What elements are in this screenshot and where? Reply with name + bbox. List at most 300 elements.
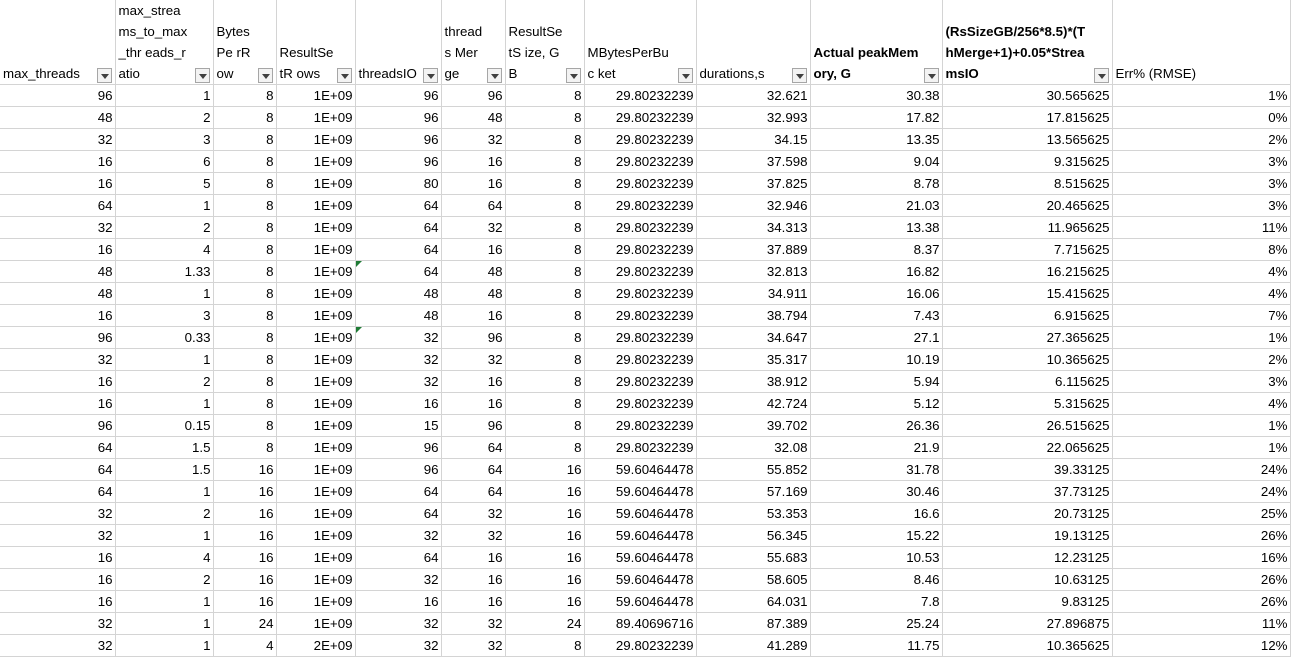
cell[interactable]: 48	[0, 107, 115, 129]
cell[interactable]: 16	[0, 569, 115, 591]
cell[interactable]: 16	[213, 481, 276, 503]
cell[interactable]: 1E+09	[276, 283, 355, 305]
cell[interactable]: 64	[355, 261, 441, 283]
filter-dropdown-icon[interactable]	[1094, 68, 1109, 83]
cell[interactable]: 16	[355, 393, 441, 415]
cell[interactable]: 55.852	[696, 459, 810, 481]
cell[interactable]: 21.03	[810, 195, 942, 217]
cell[interactable]: 1	[115, 635, 213, 657]
cell[interactable]: 64	[441, 481, 505, 503]
cell[interactable]: 29.80232239	[584, 305, 696, 327]
cell[interactable]: 64	[355, 217, 441, 239]
filter-dropdown-icon[interactable]	[97, 68, 112, 83]
cell[interactable]: 24%	[1112, 459, 1290, 481]
cell[interactable]: 8	[213, 129, 276, 151]
cell[interactable]: 29.80232239	[584, 393, 696, 415]
cell[interactable]: 24%	[1112, 481, 1290, 503]
cell[interactable]: 48	[355, 305, 441, 327]
cell[interactable]: 32	[355, 525, 441, 547]
cell[interactable]: 16.215625	[942, 261, 1112, 283]
cell[interactable]: 1	[115, 591, 213, 613]
cell[interactable]: 1E+09	[276, 239, 355, 261]
cell[interactable]: 1E+09	[276, 151, 355, 173]
cell[interactable]: 29.80232239	[584, 283, 696, 305]
cell[interactable]: 29.80232239	[584, 635, 696, 657]
filter-dropdown-icon[interactable]	[792, 68, 807, 83]
cell[interactable]: 29.80232239	[584, 173, 696, 195]
cell[interactable]: 11%	[1112, 217, 1290, 239]
cell[interactable]: 32	[0, 635, 115, 657]
cell[interactable]: 64	[441, 459, 505, 481]
cell[interactable]: 32	[355, 371, 441, 393]
cell[interactable]: 9.315625	[942, 151, 1112, 173]
cell[interactable]: 38.912	[696, 371, 810, 393]
cell[interactable]: 1.5	[115, 437, 213, 459]
filter-dropdown-icon[interactable]	[337, 68, 352, 83]
cell[interactable]: 1E+09	[276, 591, 355, 613]
cell[interactable]: 9.04	[810, 151, 942, 173]
cell[interactable]: 10.53	[810, 547, 942, 569]
cell[interactable]: 3%	[1112, 371, 1290, 393]
cell[interactable]: 10.365625	[942, 349, 1112, 371]
cell[interactable]: 10.365625	[942, 635, 1112, 657]
cell[interactable]: 4%	[1112, 393, 1290, 415]
cell[interactable]: 3	[115, 129, 213, 151]
cell[interactable]: 34.313	[696, 217, 810, 239]
cell[interactable]: 0.15	[115, 415, 213, 437]
cell[interactable]: 4	[115, 239, 213, 261]
cell[interactable]: 2E+09	[276, 635, 355, 657]
cell[interactable]: 1E+09	[276, 107, 355, 129]
cell[interactable]: 2	[115, 217, 213, 239]
cell[interactable]: 8	[213, 437, 276, 459]
cell[interactable]: 7%	[1112, 305, 1290, 327]
cell[interactable]: 59.60464478	[584, 547, 696, 569]
cell[interactable]: 2%	[1112, 349, 1290, 371]
cell[interactable]: 64	[0, 481, 115, 503]
cell[interactable]: 32.813	[696, 261, 810, 283]
cell[interactable]: 16	[0, 173, 115, 195]
cell[interactable]: 29.80232239	[584, 85, 696, 107]
cell[interactable]: 48	[355, 283, 441, 305]
cell[interactable]: 8	[505, 415, 584, 437]
cell[interactable]: 38.794	[696, 305, 810, 327]
cell[interactable]: 13.38	[810, 217, 942, 239]
cell[interactable]: 17.82	[810, 107, 942, 129]
cell[interactable]: 1E+09	[276, 371, 355, 393]
cell[interactable]: 16	[441, 547, 505, 569]
cell[interactable]: 96	[441, 327, 505, 349]
cell[interactable]: 1E+09	[276, 129, 355, 151]
cell[interactable]: 0%	[1112, 107, 1290, 129]
cell[interactable]: 8	[505, 305, 584, 327]
cell[interactable]: 29.80232239	[584, 371, 696, 393]
cell[interactable]: 16	[505, 503, 584, 525]
cell[interactable]: 26.515625	[942, 415, 1112, 437]
cell[interactable]: 32	[0, 503, 115, 525]
cell[interactable]: 37.825	[696, 173, 810, 195]
cell[interactable]: 29.80232239	[584, 261, 696, 283]
cell[interactable]: 64	[355, 547, 441, 569]
cell[interactable]: 16	[0, 591, 115, 613]
cell[interactable]: 27.1	[810, 327, 942, 349]
filter-dropdown-icon[interactable]	[487, 68, 502, 83]
cell[interactable]: 32	[355, 569, 441, 591]
cell[interactable]: 1E+09	[276, 327, 355, 349]
cell[interactable]: 26.36	[810, 415, 942, 437]
cell[interactable]: 87.389	[696, 613, 810, 635]
cell[interactable]: 89.40696716	[584, 613, 696, 635]
cell[interactable]: 8	[213, 349, 276, 371]
cell[interactable]: 10.63125	[942, 569, 1112, 591]
cell[interactable]: 16	[0, 371, 115, 393]
cell[interactable]: 64	[0, 195, 115, 217]
cell[interactable]: 48	[441, 283, 505, 305]
cell[interactable]: 8	[505, 151, 584, 173]
cell[interactable]: 1E+09	[276, 459, 355, 481]
cell[interactable]: 37.598	[696, 151, 810, 173]
cell[interactable]: 2	[115, 503, 213, 525]
cell[interactable]: 59.60464478	[584, 459, 696, 481]
cell[interactable]: 39.702	[696, 415, 810, 437]
cell[interactable]: 1E+09	[276, 437, 355, 459]
cell[interactable]: 30.46	[810, 481, 942, 503]
cell[interactable]: 64	[355, 481, 441, 503]
cell[interactable]: 16	[0, 151, 115, 173]
cell[interactable]: 1E+09	[276, 503, 355, 525]
column-header[interactable]	[696, 0, 810, 85]
cell[interactable]: 16	[505, 591, 584, 613]
cell[interactable]: 7.43	[810, 305, 942, 327]
cell[interactable]: 29.80232239	[584, 107, 696, 129]
cell[interactable]: 8	[213, 415, 276, 437]
cell[interactable]: 16	[213, 459, 276, 481]
cell[interactable]: 96	[441, 85, 505, 107]
cell[interactable]: 11.75	[810, 635, 942, 657]
cell[interactable]: 64	[0, 437, 115, 459]
cell[interactable]: 64	[355, 503, 441, 525]
cell[interactable]: 11.965625	[942, 217, 1112, 239]
filter-dropdown-icon[interactable]	[924, 68, 939, 83]
cell[interactable]: 6	[115, 151, 213, 173]
cell[interactable]: 30.38	[810, 85, 942, 107]
cell[interactable]: 58.605	[696, 569, 810, 591]
cell[interactable]: 8	[213, 239, 276, 261]
cell[interactable]: 29.80232239	[584, 151, 696, 173]
cell[interactable]: 1E+09	[276, 525, 355, 547]
cell[interactable]: 1.5	[115, 459, 213, 481]
cell[interactable]: 8	[505, 239, 584, 261]
cell[interactable]: 16	[0, 547, 115, 569]
cell[interactable]: 56.345	[696, 525, 810, 547]
column-header[interactable]	[441, 0, 505, 85]
cell[interactable]: 48	[0, 283, 115, 305]
cell[interactable]: 8	[505, 129, 584, 151]
cell[interactable]: 64	[0, 459, 115, 481]
cell[interactable]: 8%	[1112, 239, 1290, 261]
cell[interactable]: 29.80232239	[584, 239, 696, 261]
cell[interactable]: 16%	[1112, 547, 1290, 569]
cell[interactable]: 96	[355, 437, 441, 459]
cell[interactable]: 25%	[1112, 503, 1290, 525]
cell[interactable]: 1E+09	[276, 85, 355, 107]
cell[interactable]: 17.815625	[942, 107, 1112, 129]
cell[interactable]: 64	[355, 239, 441, 261]
cell[interactable]: 8	[505, 393, 584, 415]
cell[interactable]: 32.621	[696, 85, 810, 107]
cell[interactable]: 19.13125	[942, 525, 1112, 547]
cell[interactable]: 32	[0, 129, 115, 151]
cell[interactable]: 20.465625	[942, 195, 1112, 217]
cell[interactable]: 1	[115, 195, 213, 217]
cell[interactable]: 27.365625	[942, 327, 1112, 349]
cell[interactable]: 2	[115, 371, 213, 393]
error-indicator-icon[interactable]	[356, 261, 362, 267]
cell[interactable]: 7.8	[810, 591, 942, 613]
cell[interactable]: 1.33	[115, 261, 213, 283]
cell[interactable]: 16	[505, 481, 584, 503]
cell[interactable]: 1E+09	[276, 415, 355, 437]
cell[interactable]: 96	[441, 415, 505, 437]
cell[interactable]: 41.289	[696, 635, 810, 657]
cell[interactable]: 29.80232239	[584, 437, 696, 459]
cell[interactable]: 32.946	[696, 195, 810, 217]
cell[interactable]: 35.317	[696, 349, 810, 371]
cell[interactable]: 16.6	[810, 503, 942, 525]
cell[interactable]: 3%	[1112, 151, 1290, 173]
cell[interactable]: 32	[355, 613, 441, 635]
cell[interactable]: 8	[505, 371, 584, 393]
cell[interactable]: 64	[441, 195, 505, 217]
cell[interactable]: 8	[213, 173, 276, 195]
cell[interactable]: 26%	[1112, 591, 1290, 613]
cell[interactable]: 16	[441, 151, 505, 173]
cell[interactable]: 1E+09	[276, 481, 355, 503]
cell[interactable]: 32	[355, 635, 441, 657]
cell[interactable]: 8	[505, 261, 584, 283]
cell[interactable]: 8.46	[810, 569, 942, 591]
cell[interactable]: 1E+09	[276, 195, 355, 217]
cell[interactable]: 8	[213, 327, 276, 349]
cell[interactable]: 9.83125	[942, 591, 1112, 613]
cell[interactable]: 1%	[1112, 437, 1290, 459]
cell[interactable]: 37.73125	[942, 481, 1112, 503]
cell[interactable]: 1	[115, 349, 213, 371]
cell[interactable]: 32	[441, 349, 505, 371]
filter-dropdown-icon[interactable]	[423, 68, 438, 83]
cell[interactable]: 1	[115, 283, 213, 305]
cell[interactable]: 48	[441, 107, 505, 129]
cell[interactable]: 32	[0, 613, 115, 635]
cell[interactable]: 8	[213, 261, 276, 283]
cell[interactable]: 1E+09	[276, 613, 355, 635]
cell[interactable]: 6.915625	[942, 305, 1112, 327]
filter-dropdown-icon[interactable]	[195, 68, 210, 83]
cell[interactable]: 21.9	[810, 437, 942, 459]
cell[interactable]: 11%	[1112, 613, 1290, 635]
cell[interactable]: 16	[505, 547, 584, 569]
cell[interactable]: 8	[505, 349, 584, 371]
cell[interactable]: 3%	[1112, 173, 1290, 195]
cell[interactable]: 1E+09	[276, 305, 355, 327]
cell[interactable]: 4	[213, 635, 276, 657]
cell[interactable]: 16	[441, 591, 505, 613]
cell[interactable]: 8	[213, 195, 276, 217]
cell[interactable]: 59.60464478	[584, 591, 696, 613]
cell[interactable]: 5.315625	[942, 393, 1112, 415]
cell[interactable]: 0.33	[115, 327, 213, 349]
cell[interactable]: 4%	[1112, 283, 1290, 305]
column-header[interactable]	[942, 0, 1112, 85]
cell[interactable]: 8	[505, 85, 584, 107]
cell[interactable]: 16	[505, 569, 584, 591]
error-indicator-icon[interactable]	[356, 327, 362, 333]
cell[interactable]: 48	[0, 261, 115, 283]
cell[interactable]: 55.683	[696, 547, 810, 569]
cell[interactable]: 16	[0, 393, 115, 415]
cell[interactable]: 8	[505, 327, 584, 349]
cell[interactable]: 8.515625	[942, 173, 1112, 195]
cell[interactable]: 25.24	[810, 613, 942, 635]
cell[interactable]: 64	[441, 437, 505, 459]
cell[interactable]: 15.415625	[942, 283, 1112, 305]
cell[interactable]: 8	[213, 151, 276, 173]
cell[interactable]: 96	[355, 151, 441, 173]
column-header[interactable]	[355, 0, 441, 85]
cell[interactable]: 16	[213, 569, 276, 591]
column-header[interactable]	[505, 0, 584, 85]
cell[interactable]: 5	[115, 173, 213, 195]
cell[interactable]: 57.169	[696, 481, 810, 503]
cell[interactable]: 29.80232239	[584, 217, 696, 239]
cell[interactable]: 7.715625	[942, 239, 1112, 261]
cell[interactable]: 32	[441, 217, 505, 239]
cell[interactable]: 16	[441, 173, 505, 195]
cell[interactable]: 96	[0, 415, 115, 437]
column-header[interactable]	[115, 0, 213, 85]
cell[interactable]: 29.80232239	[584, 195, 696, 217]
cell[interactable]: 1E+09	[276, 349, 355, 371]
cell[interactable]: 37.889	[696, 239, 810, 261]
cell[interactable]: 8	[213, 217, 276, 239]
cell[interactable]: 96	[355, 107, 441, 129]
cell[interactable]: 8	[213, 107, 276, 129]
cell[interactable]: 80	[355, 173, 441, 195]
cell[interactable]: 16	[505, 459, 584, 481]
cell[interactable]: 12%	[1112, 635, 1290, 657]
cell[interactable]: 96	[0, 327, 115, 349]
cell[interactable]: 16	[355, 591, 441, 613]
cell[interactable]: 32	[441, 129, 505, 151]
filter-dropdown-icon[interactable]	[678, 68, 693, 83]
cell[interactable]: 32	[355, 327, 441, 349]
cell[interactable]: 59.60464478	[584, 525, 696, 547]
cell[interactable]: 8	[505, 437, 584, 459]
cell[interactable]: 30.565625	[942, 85, 1112, 107]
cell[interactable]: 32.08	[696, 437, 810, 459]
cell[interactable]: 22.065625	[942, 437, 1112, 459]
cell[interactable]: 34.15	[696, 129, 810, 151]
cell[interactable]: 1%	[1112, 415, 1290, 437]
cell[interactable]: 31.78	[810, 459, 942, 481]
cell[interactable]: 8	[213, 371, 276, 393]
cell[interactable]: 42.724	[696, 393, 810, 415]
cell[interactable]: 96	[355, 459, 441, 481]
cell[interactable]: 8.78	[810, 173, 942, 195]
cell[interactable]: 16	[505, 525, 584, 547]
filter-dropdown-icon[interactable]	[566, 68, 581, 83]
cell[interactable]: 1E+09	[276, 261, 355, 283]
cell[interactable]: 16	[441, 569, 505, 591]
cell[interactable]: 16	[0, 305, 115, 327]
cell[interactable]: 32	[441, 613, 505, 635]
cell[interactable]: 29.80232239	[584, 129, 696, 151]
cell[interactable]: 1E+09	[276, 547, 355, 569]
cell[interactable]: 8	[213, 305, 276, 327]
cell[interactable]: 96	[355, 129, 441, 151]
cell[interactable]: 34.647	[696, 327, 810, 349]
cell[interactable]: 8	[505, 195, 584, 217]
cell[interactable]: 8	[505, 283, 584, 305]
cell[interactable]: 8	[505, 173, 584, 195]
cell[interactable]: 8	[213, 283, 276, 305]
cell[interactable]: 10.19	[810, 349, 942, 371]
cell[interactable]: 26%	[1112, 525, 1290, 547]
cell[interactable]: 32	[0, 525, 115, 547]
cell[interactable]: 8	[505, 107, 584, 129]
cell[interactable]: 8	[213, 393, 276, 415]
cell[interactable]: 16	[213, 591, 276, 613]
cell[interactable]: 32.993	[696, 107, 810, 129]
cell[interactable]: 24	[213, 613, 276, 635]
column-header[interactable]	[276, 0, 355, 85]
cell[interactable]: 4%	[1112, 261, 1290, 283]
column-header[interactable]	[1112, 0, 1290, 85]
cell[interactable]: 1%	[1112, 85, 1290, 107]
cell[interactable]: 16	[441, 239, 505, 261]
cell[interactable]: 1	[115, 393, 213, 415]
cell[interactable]: 16.82	[810, 261, 942, 283]
cell[interactable]: 4	[115, 547, 213, 569]
cell[interactable]: 3%	[1112, 195, 1290, 217]
cell[interactable]: 1E+09	[276, 173, 355, 195]
cell[interactable]: 34.911	[696, 283, 810, 305]
cell[interactable]: 20.73125	[942, 503, 1112, 525]
cell[interactable]: 64	[355, 195, 441, 217]
column-header[interactable]	[213, 0, 276, 85]
cell[interactable]: 53.353	[696, 503, 810, 525]
cell[interactable]: 5.94	[810, 371, 942, 393]
cell[interactable]: 16	[0, 239, 115, 261]
cell[interactable]: 8	[505, 635, 584, 657]
cell[interactable]: 64.031	[696, 591, 810, 613]
cell[interactable]: 32	[441, 525, 505, 547]
cell[interactable]: 15.22	[810, 525, 942, 547]
cell[interactable]: 48	[441, 261, 505, 283]
cell[interactable]: 39.33125	[942, 459, 1112, 481]
cell[interactable]: 16	[441, 393, 505, 415]
cell[interactable]: 59.60464478	[584, 481, 696, 503]
cell[interactable]: 12.23125	[942, 547, 1112, 569]
cell[interactable]: 5.12	[810, 393, 942, 415]
cell[interactable]: 15	[355, 415, 441, 437]
column-header[interactable]	[584, 0, 696, 85]
cell[interactable]: 1E+09	[276, 217, 355, 239]
cell[interactable]: 2	[115, 107, 213, 129]
cell[interactable]: 96	[0, 85, 115, 107]
cell[interactable]: 29.80232239	[584, 415, 696, 437]
column-header[interactable]	[810, 0, 942, 85]
